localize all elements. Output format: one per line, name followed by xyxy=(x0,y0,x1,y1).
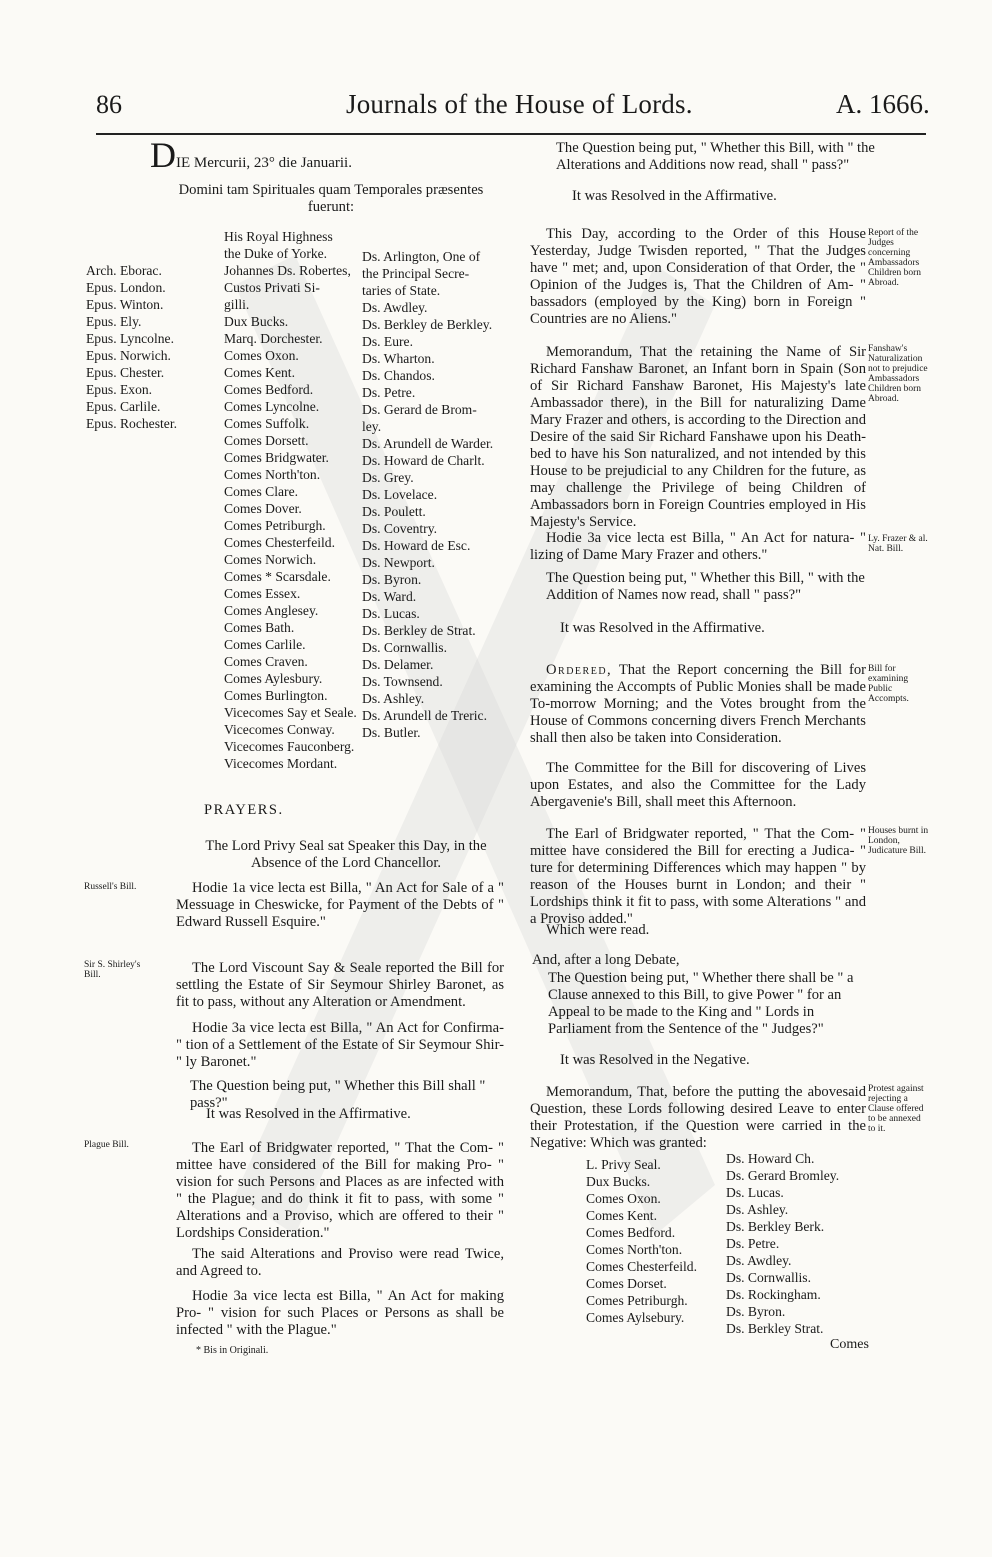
lord-entry: Ds. Newport. xyxy=(362,555,435,570)
lord-entry: Dux Bucks. xyxy=(586,1174,651,1189)
lord-entry: Ds. Chandos. xyxy=(362,368,435,383)
lord-entry: Ds. Byron. xyxy=(362,572,422,587)
fanshaw-memorandum: Memorandum, That the retaining the Name of Sir Richard Fanshaw Baronet, an Infant born in Spain (Son of Sir Richard Fanshaw Baronet, His Majesty's late Ambassador there), in the Bill for naturalizing Dame Mary Frazer and others, is according to the Direction and Desire of the said Sir Richard Fanshawe upon his Death-bed to have his Son naturalized, and not intended by this House to be prejudicial to any Children for the future, as may challenge the Privilege of being Children of Ambassadors born in Foreign Countries employed in His Majesty's Service. xyxy=(530,344,866,530)
lord-entry: Ds. Cornwallis. xyxy=(726,1270,811,1285)
lord-entry: Custos Privati Si- xyxy=(224,280,320,295)
lord-entry: Comes North'ton. xyxy=(224,467,321,482)
lord-entry: Vicecomes Mordant. xyxy=(224,756,338,771)
resolution-2: It was Resolved in the Affirmative. xyxy=(560,620,765,636)
lord-entry: Comes Lyncolne. xyxy=(224,399,320,414)
shirley-question: The Question being put, " Whether this Bill shall " pass?" xyxy=(190,1078,486,1111)
bishop-entry: Epus. Winton. xyxy=(86,297,164,312)
lord-entry: His Royal Highness xyxy=(224,229,333,244)
margin-note: Protest against rejecting a Clause offered to be annexed to it. xyxy=(868,1084,924,1134)
lord-entry: Ds. Howard Ch. xyxy=(726,1151,815,1166)
lord-entry: Comes Dover. xyxy=(224,501,302,516)
lord-entry: Ds. Howard de Charlt. xyxy=(362,453,485,468)
lord-entry: Comes Burlington. xyxy=(224,688,328,703)
resolution-1: It was Resolved in the Affirmative. xyxy=(572,188,777,204)
lord-entry: Ds. Petre. xyxy=(726,1236,780,1251)
lord-entry: Ds. Howard de Esc. xyxy=(362,538,471,553)
lord-entry: Comes Aylsebury. xyxy=(586,1310,685,1325)
lord-entry: Ds. Coventry. xyxy=(362,521,438,536)
lord-entry: Ds. Townsend. xyxy=(362,674,443,689)
lord-entry: Ds. Arundell de Treric. xyxy=(362,708,487,723)
bishop-entry: Epus. London. xyxy=(86,280,166,295)
lord-entry: Comes Craven. xyxy=(224,654,308,669)
lord-entry: Vicecomes Conway. xyxy=(224,722,335,737)
lord-entry: Comes Norwich. xyxy=(224,552,317,567)
after-debate: And, after a long Debate, xyxy=(532,952,680,968)
lord-entry: Comes Oxon. xyxy=(586,1191,661,1206)
privy-seal-speaker: The Lord Privy Seal sat Speaker this Day, in the Absence of the Lord Chancellor. xyxy=(205,838,487,871)
drop-cap: D xyxy=(150,135,176,175)
lord-entry: Comes Chesterfeild. xyxy=(586,1259,697,1274)
lord-entry: Ds. Butler. xyxy=(362,725,421,740)
lord-entry: Ds. Berkley de Berkley. xyxy=(362,317,493,332)
plague-reading: Hodie 3a vice lecta est Billa, " An Act for making Pro- " vision for such Places or Persons as shall be infected " with the Plague." xyxy=(176,1288,504,1338)
lord-entry: Ds. Arlington, One of xyxy=(362,249,481,264)
lord-entry: Ds. Lovelace. xyxy=(362,487,438,502)
lord-entry: Comes Oxon. xyxy=(224,348,299,363)
lord-entry: Comes Bridgwater. xyxy=(224,450,329,465)
lord-entry: Ds. Arundell de Warder. xyxy=(362,436,494,451)
lord-entry: Ds. Berkley Berk. xyxy=(726,1219,825,1234)
lord-entry: Comes Kent. xyxy=(586,1208,657,1223)
lord-entry: Ds. Cornwallis. xyxy=(362,640,447,655)
judges-report: This Day, according to the Order of this House Yesterday, Judge Twisden reported, " That the Judges have " met; and, upon Consideration of that Order, the " Opinion of the Judges is, That the Children of Am- " bassadors (employed by the King) born in Foreign " Countries are no Aliens." xyxy=(530,226,866,327)
lord-entry: Comes Essex. xyxy=(224,586,301,601)
question-2: The Question being put, " Whether this Bill, " with the Addition of Names now read, shall " pass?" xyxy=(546,570,865,603)
committee-meeting: The Committee for the Bill for discovering of Lives upon Estates, and also the Committee for the Lady Abergavenie's Bill, shall meet this Afternoon. xyxy=(530,760,866,810)
which-were-read: Which were read. xyxy=(546,922,650,938)
lord-entry: the Principal Secre- xyxy=(362,266,470,281)
lord-entry: Ds. Poulett. xyxy=(362,504,426,519)
lord-entry: Johannes Ds. Robertes, xyxy=(224,263,351,278)
present-heading: Domini tam Spirituales quam Temporales præsentes fuerunt: xyxy=(178,182,484,215)
lord-entry: Comes Chesterfeild. xyxy=(224,535,335,550)
bishops-list xyxy=(86,262,177,432)
question-1: The Question being put, " Whether this Bill, with " the Alterations and Additions now read, shall " pass?" xyxy=(556,140,875,173)
bishop-entry: Arch. Eborac. xyxy=(86,263,162,278)
margin-note: Fanshaw's Naturalization not to prejudice Ambassadors Children born Abroad. xyxy=(868,344,928,404)
lord-entry: ley. xyxy=(362,419,382,434)
lord-entry: Ds. Gerard de Brom- xyxy=(362,402,477,417)
shirley-reading: Hodie 3a vice lecta est Billa, " An Act for Confirma- " tion of a Settlement of the Estate of Sir Seymour Shir- " ly Baronet." xyxy=(176,1020,504,1070)
protest-memorandum: Memorandum, That, before the putting the abovesaid Question, these Lords following desired Leave to enter their Protestation, if the Question were carried in the Negative: Which was granted: xyxy=(530,1084,866,1151)
lord-entry: Ds. Petre. xyxy=(362,385,416,400)
running-title: Journals of the House of Lords. xyxy=(346,89,693,119)
lord-entry: Ds. Lucas. xyxy=(726,1185,784,1200)
lord-entry: Ds. Rockingham. xyxy=(726,1287,821,1302)
lord-entry: Comes Bedford. xyxy=(586,1225,676,1240)
lord-entry: Comes Kent. xyxy=(224,365,295,380)
bishop-entry: Epus. Ely. xyxy=(86,314,142,329)
lord-entry: Vicecomes Say et Seale. xyxy=(224,705,357,720)
shirley-resolution: It was Resolved in the Affirmative. xyxy=(206,1106,411,1122)
footnote: * Bis in Originali. xyxy=(196,1345,269,1356)
lord-entry: Comes Petriburgh. xyxy=(586,1293,688,1308)
protest-lords-a xyxy=(586,1156,697,1326)
lord-entry: Ds. Delamer. xyxy=(362,657,434,672)
bishop-entry: Epus. Rochester. xyxy=(86,416,177,431)
lord-entry: Comes Dorsett. xyxy=(224,433,309,448)
lord-entry: taries of State. xyxy=(362,283,441,298)
lord-entry: Comes Petriburgh. xyxy=(224,518,326,533)
frazer-reading: Hodie 3a vice lecta est Billa, " An Act for natura- " lizing of Dame Mary Frazer and others." xyxy=(530,530,866,563)
margin-note: Bill for examining Public Accompts. xyxy=(868,664,909,704)
temporal-lords-a xyxy=(224,228,357,772)
lord-entry: Ds. Eure. xyxy=(362,334,413,349)
margin-note: Sir S. Shirley's Bill. xyxy=(84,960,141,980)
lord-entry: Ds. Berkley de Strat. xyxy=(362,623,476,638)
lord-entry: Comes North'ton. xyxy=(586,1242,683,1257)
lord-entry: Ds. Ashley. xyxy=(726,1202,789,1217)
russell-bill-entry: Hodie 1a vice lecta est Billa, " An Act for Sale of a " Messuage in Cheswicke, for Payment of the Debts of " Edward Russell Esquire." xyxy=(176,880,504,930)
shirley-report: The Lord Viscount Say & Seale reported the Bill for settling the Estate of Sir Seymour Shirley Baronet, as fit to pass, without any Alteration or Amendment. xyxy=(176,960,504,1010)
lord-entry: Ds. Lucas. xyxy=(362,606,420,621)
lord-entry: Comes Dorset. xyxy=(586,1276,667,1291)
lord-entry: Ds. Grey. xyxy=(362,470,414,485)
lord-entry: Ds. Ward. xyxy=(362,589,417,604)
temporal-lords-b xyxy=(362,248,493,741)
lord-entry: Ds. Awdley. xyxy=(726,1253,792,1268)
ordered-paragraph: Ordered, That the Report concerning the Bill for examining the Accompts of Public Monies shall be made To-morrow Morning; and the Votes brought from the House of Commons concerning divers French Merchants shall then also be taken into Consideration. xyxy=(530,662,866,746)
bishop-entry: Epus. Norwich. xyxy=(86,348,171,363)
bishop-entry: Epus. Chester. xyxy=(86,365,165,380)
header-rule xyxy=(96,133,926,135)
plague-amendments: The said Alterations and Proviso were read Twice, and Agreed to. xyxy=(176,1246,504,1279)
lord-entry: Ds. Awdley. xyxy=(362,300,428,315)
lord-entry: Comes * Scarsdale. xyxy=(224,569,331,584)
catchword: Comes xyxy=(830,1337,869,1352)
lord-entry: Ds. Wharton. xyxy=(362,351,435,366)
protest-lords-b xyxy=(726,1150,839,1337)
lord-entry: Comes Clare. xyxy=(224,484,298,499)
lord-entry: Comes Carlile. xyxy=(224,637,306,652)
page-number: 86 xyxy=(96,90,122,119)
lord-entry: Comes Anglesey. xyxy=(224,603,319,618)
bishop-entry: Epus. Lyncolne. xyxy=(86,331,174,346)
prayers-heading: PRAYERS. xyxy=(204,802,284,818)
margin-note: Russell's Bill. xyxy=(84,882,137,892)
lord-entry: Comes Aylesbury. xyxy=(224,671,323,686)
lord-entry: Comes Bath. xyxy=(224,620,295,635)
margin-note: Houses burnt in London, Judicature Bill. xyxy=(868,826,929,856)
lord-entry: Ds. Ashley. xyxy=(362,691,425,706)
margin-note: Plague Bill. xyxy=(84,1140,129,1150)
lord-entry: the Duke of Yorke. xyxy=(224,246,328,261)
lord-entry: Ds. Byron. xyxy=(726,1304,786,1319)
year: A. 1666. xyxy=(836,89,930,119)
lord-entry: Comes Suffolk. xyxy=(224,416,310,431)
lord-entry: Ds. Gerard Bromley. xyxy=(726,1168,840,1183)
bishop-entry: Epus. Exon. xyxy=(86,382,153,397)
margin-note: Report of the Judges concerning Ambassadors Children born Abroad. xyxy=(868,228,922,288)
session-date: DIE Mercurii, 23° die Januarii. xyxy=(150,135,352,175)
lord-entry: Comes Bedford. xyxy=(224,382,314,397)
lord-entry: gilli. xyxy=(224,297,250,312)
question-3: The Question being put, " Whether there shall be " a Clause annexed to this Bill, to give Power " for an Appeal to be made to the King and " Lords in Parliament from the Sentence of the " Judges?" xyxy=(548,970,854,1037)
margin-note: Ly. Frazer & al. Nat. Bill. xyxy=(868,534,928,554)
lord-entry: L. Privy Seal. xyxy=(586,1157,661,1172)
plague-report: The Earl of Bridgwater reported, " That the Com- " mittee have considered of the Bill for making Pro- " vision for such Persons and Places as are infected with " the Plague; and do think it fit to pass, with some " Alterations and a Proviso, which are offered to their " Lordships Consideration." xyxy=(176,1140,504,1241)
bridgwater-report: The Earl of Bridgwater reported, " That the Com- " mittee have considered the Bill for erecting a Judica- " ture for determining Differences which may happen " by reason of the Houses burnt in London; and their " Lordships think it fit to pass, with some Alterations " and a Proviso added." xyxy=(530,826,866,927)
bishop-entry: Epus. Carlile. xyxy=(86,399,161,414)
resolution-3: It was Resolved in the Negative. xyxy=(560,1052,750,1068)
lord-entry: Dux Bucks. xyxy=(224,314,289,329)
lord-entry: Marq. Dorchester. xyxy=(224,331,323,346)
lord-entry: Vicecomes Fauconberg. xyxy=(224,739,355,754)
lord-entry: Ds. Berkley Strat. xyxy=(726,1321,824,1336)
